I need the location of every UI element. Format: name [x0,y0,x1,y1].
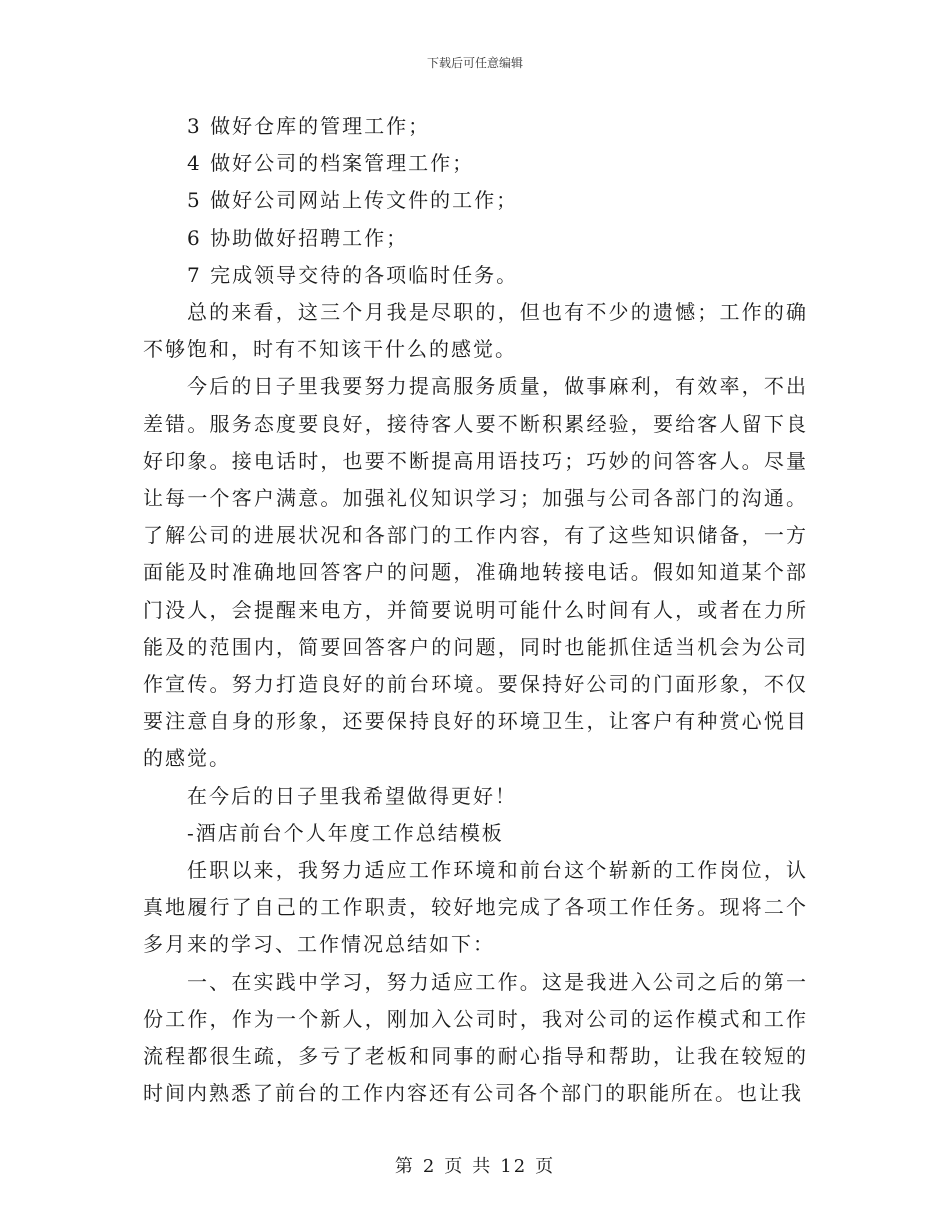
paragraph-future-plan: 今后的日子里我要努力提高服务质量，做事麻利，有效率，不出差错。服务态度要良好，接待客人要不断积累经验，要给客人留下良好印象。接电话时，也要不断提高用语技巧；巧妙的问答客人。尽量让每一个客户满意。加强礼仪知识学习；加强与公司各部门的沟通。了解公司的进展状况和各部门的工作内容，有了这些知识储备，一方面能及时准确地回答客户的问题，准确地转接电话。假如知道某个部门没人，会提醒来电方，并简要说明可能什么时间有人，或者在力所能及的范围内，简要回答客户的问题，同时也能抓住适当机会为公司作宣传。努力打造良好的前台环境。要保持好公司的门面形象，不仅要注意自身的形象，还要保持良好的环境卫生，让客户有种赏心悦目的感觉。 [143,374,808,771]
list-item-website: 5 做好公司网站上传文件的工作； [187,188,519,213]
paragraph-intro: 任职以来，我努力适应工作环境和前台这个崭新的工作岗位，认真地履行了自己的工作职责，较好地完成了各项工作任务。现将二个多月来的学习、工作情况总结如下： [143,858,808,957]
footer-suffix: 页 [535,1156,556,1177]
paragraph-summary: 总的来看，这三个月我是尽职的，但也有不少的遗憾；工作的确不够饱和，时有不知该干什么的感觉。 [143,300,808,362]
footer-page-word: 页 [444,1156,465,1177]
list-item-archive: 4 做好公司的档案管理工作； [187,151,475,176]
document-body [143,108,808,1112]
footer-current-page: 2 [422,1156,437,1177]
page-footer [0,1152,950,1178]
footer-total-pages: 12 [500,1156,528,1177]
page-header-note: 下载后可任意编辑 [426,56,523,70]
footer-total-word: 共 [472,1156,493,1177]
footer-prefix: 第 [394,1156,415,1177]
list-item-temporary-tasks: 7 完成领导交待的各项临时任务。 [187,262,519,287]
paragraph-hope: 在今后的日子里我希望做得更好！ [187,783,517,808]
paragraph-section-one: 一、在实践中学习，努力适应工作。这是我进入公司之后的第一份工作，作为一个新人，刚加入公司时，我对公司的运作模式和工作流程都很生疏，多亏了老板和同事的耐心指导和帮助，让我在较短的时间内熟悉了前台的工作内容还有公司各个部门的职能所在。也让我 [143,969,808,1106]
list-item-recruitment: 6 协助做好招聘工作； [187,225,409,250]
section-title: -酒店前台个人年度工作总结模板 [187,820,504,845]
list-item-warehouse: 3 做好仓库的管理工作； [187,114,431,138]
